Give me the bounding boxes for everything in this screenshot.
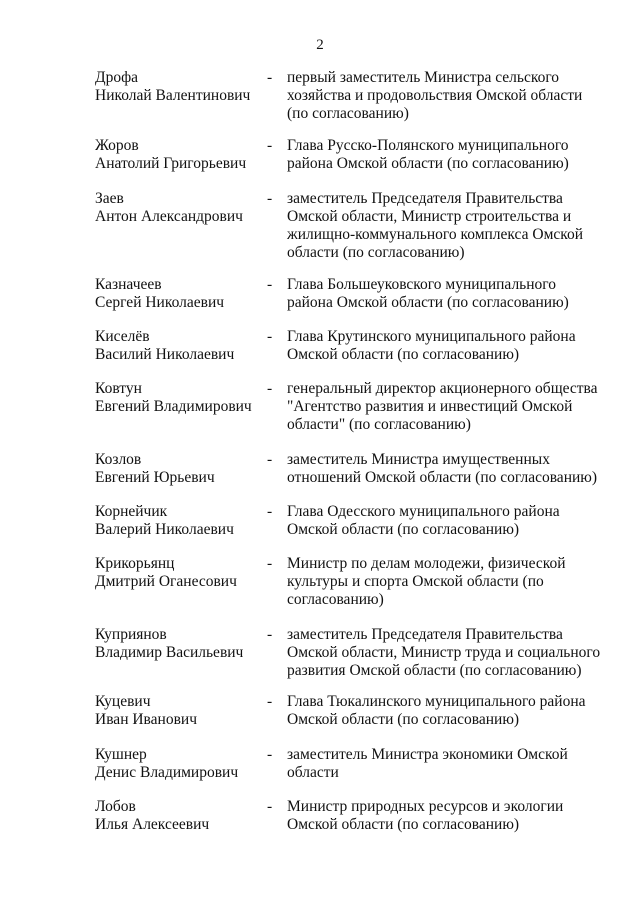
member-role: Министр природных ресурсов и экологии Омской области (по согласованию) — [287, 798, 564, 833]
member-given-name: Сергей Николаевич — [95, 294, 225, 311]
member-role: Глава Одесского муниципального района Омской области (по согласованию) — [287, 503, 560, 538]
dash-separator: - — [267, 798, 273, 815]
member-role: заместитель Председателя Правительства Омской области, Министр труда и социального развития Омской области (по согласованию) — [287, 626, 601, 679]
page-number: 2 — [316, 37, 324, 53]
member-given-name: Василий Николаевич — [95, 346, 235, 363]
member-surname: Дрофа — [95, 69, 138, 86]
member-surname: Ковтун — [95, 380, 142, 397]
member-surname: Кушнер — [95, 746, 147, 763]
dash-separator: - — [267, 328, 273, 345]
dash-separator: - — [267, 555, 273, 572]
member-role: заместитель Министра имущественных отношений Омской области (по согласованию) — [287, 451, 598, 486]
member-given-name: Дмитрий Оганесович — [95, 573, 237, 590]
dash-separator: - — [267, 190, 273, 207]
member-surname: Козлов — [95, 451, 142, 468]
dash-separator: - — [267, 276, 273, 293]
member-role: Глава Тюкалинского муниципального района Омской области (по согласованию) — [287, 693, 586, 728]
dash-separator: - — [267, 69, 273, 86]
member-surname: Заев — [95, 190, 124, 207]
member-surname: Крикорьянц — [95, 555, 175, 572]
member-role: Глава Крутинского муниципального района Омской области (по согласованию) — [287, 328, 576, 363]
member-given-name: Валерий Николаевич — [95, 521, 234, 538]
member-surname: Казначеев — [95, 276, 162, 293]
dash-separator: - — [267, 380, 273, 397]
member-name — [95, 746, 265, 782]
member-name — [95, 693, 265, 729]
member-name — [95, 503, 265, 539]
member-role: Глава Русско-Полянского муниципального района Омской области (по согласованию) — [287, 137, 569, 172]
member-given-name: Илья Алексеевич — [95, 816, 210, 833]
member-surname: Лобов — [95, 798, 136, 815]
member-name — [95, 451, 265, 487]
dash-separator: - — [267, 137, 273, 154]
member-name — [95, 626, 265, 662]
member-given-name: Евгений Владимирович — [95, 398, 252, 415]
member-role: заместитель Председателя Правительства Омской области, Министр строительства и жилищно-коммунального комплекса Омской области (по согласованию) — [287, 190, 584, 261]
member-given-name: Евгений Юрьевич — [95, 469, 215, 486]
member-surname: Куцевич — [95, 693, 151, 710]
member-given-name: Антон Александрович — [95, 208, 243, 225]
member-given-name: Владимир Васильевич — [95, 644, 244, 661]
dash-separator: - — [267, 451, 273, 468]
member-given-name: Денис Владимирович — [95, 764, 239, 781]
member-surname: Жоров — [95, 137, 139, 154]
dash-separator: - — [267, 626, 273, 643]
member-surname: Корнейчик — [95, 503, 168, 520]
member-given-name: Анатолий Григорьевич — [95, 155, 247, 172]
dash-separator: - — [267, 693, 273, 710]
member-surname: Куприянов — [95, 626, 167, 643]
member-given-name: Николай Валентинович — [95, 87, 251, 104]
member-name — [95, 380, 265, 416]
member-role: заместитель Министра экономики Омской области — [287, 746, 568, 781]
member-name — [95, 798, 265, 834]
member-name — [95, 555, 265, 591]
member-name — [95, 69, 265, 105]
member-name — [95, 276, 265, 312]
member-given-name: Иван Иванович — [95, 711, 197, 728]
member-surname: Киселёв — [95, 328, 150, 345]
member-role: генеральный директор акционерного общества "Агентство развития и инвестиций Омской области" (по согласованию) — [287, 380, 598, 433]
member-name — [95, 137, 265, 173]
member-name — [95, 328, 265, 364]
dash-separator: - — [267, 746, 273, 763]
member-role: первый заместитель Министра сельского хозяйства и продовольствия Омской области (по согласованию) — [287, 69, 583, 122]
member-role: Глава Большеуковского муниципального района Омской области (по согласованию) — [287, 276, 569, 311]
dash-separator: - — [267, 503, 273, 520]
member-name — [95, 190, 265, 226]
member-role: Министр по делам молодежи, физической культуры и спорта Омской области (по согласованию) — [287, 555, 566, 608]
